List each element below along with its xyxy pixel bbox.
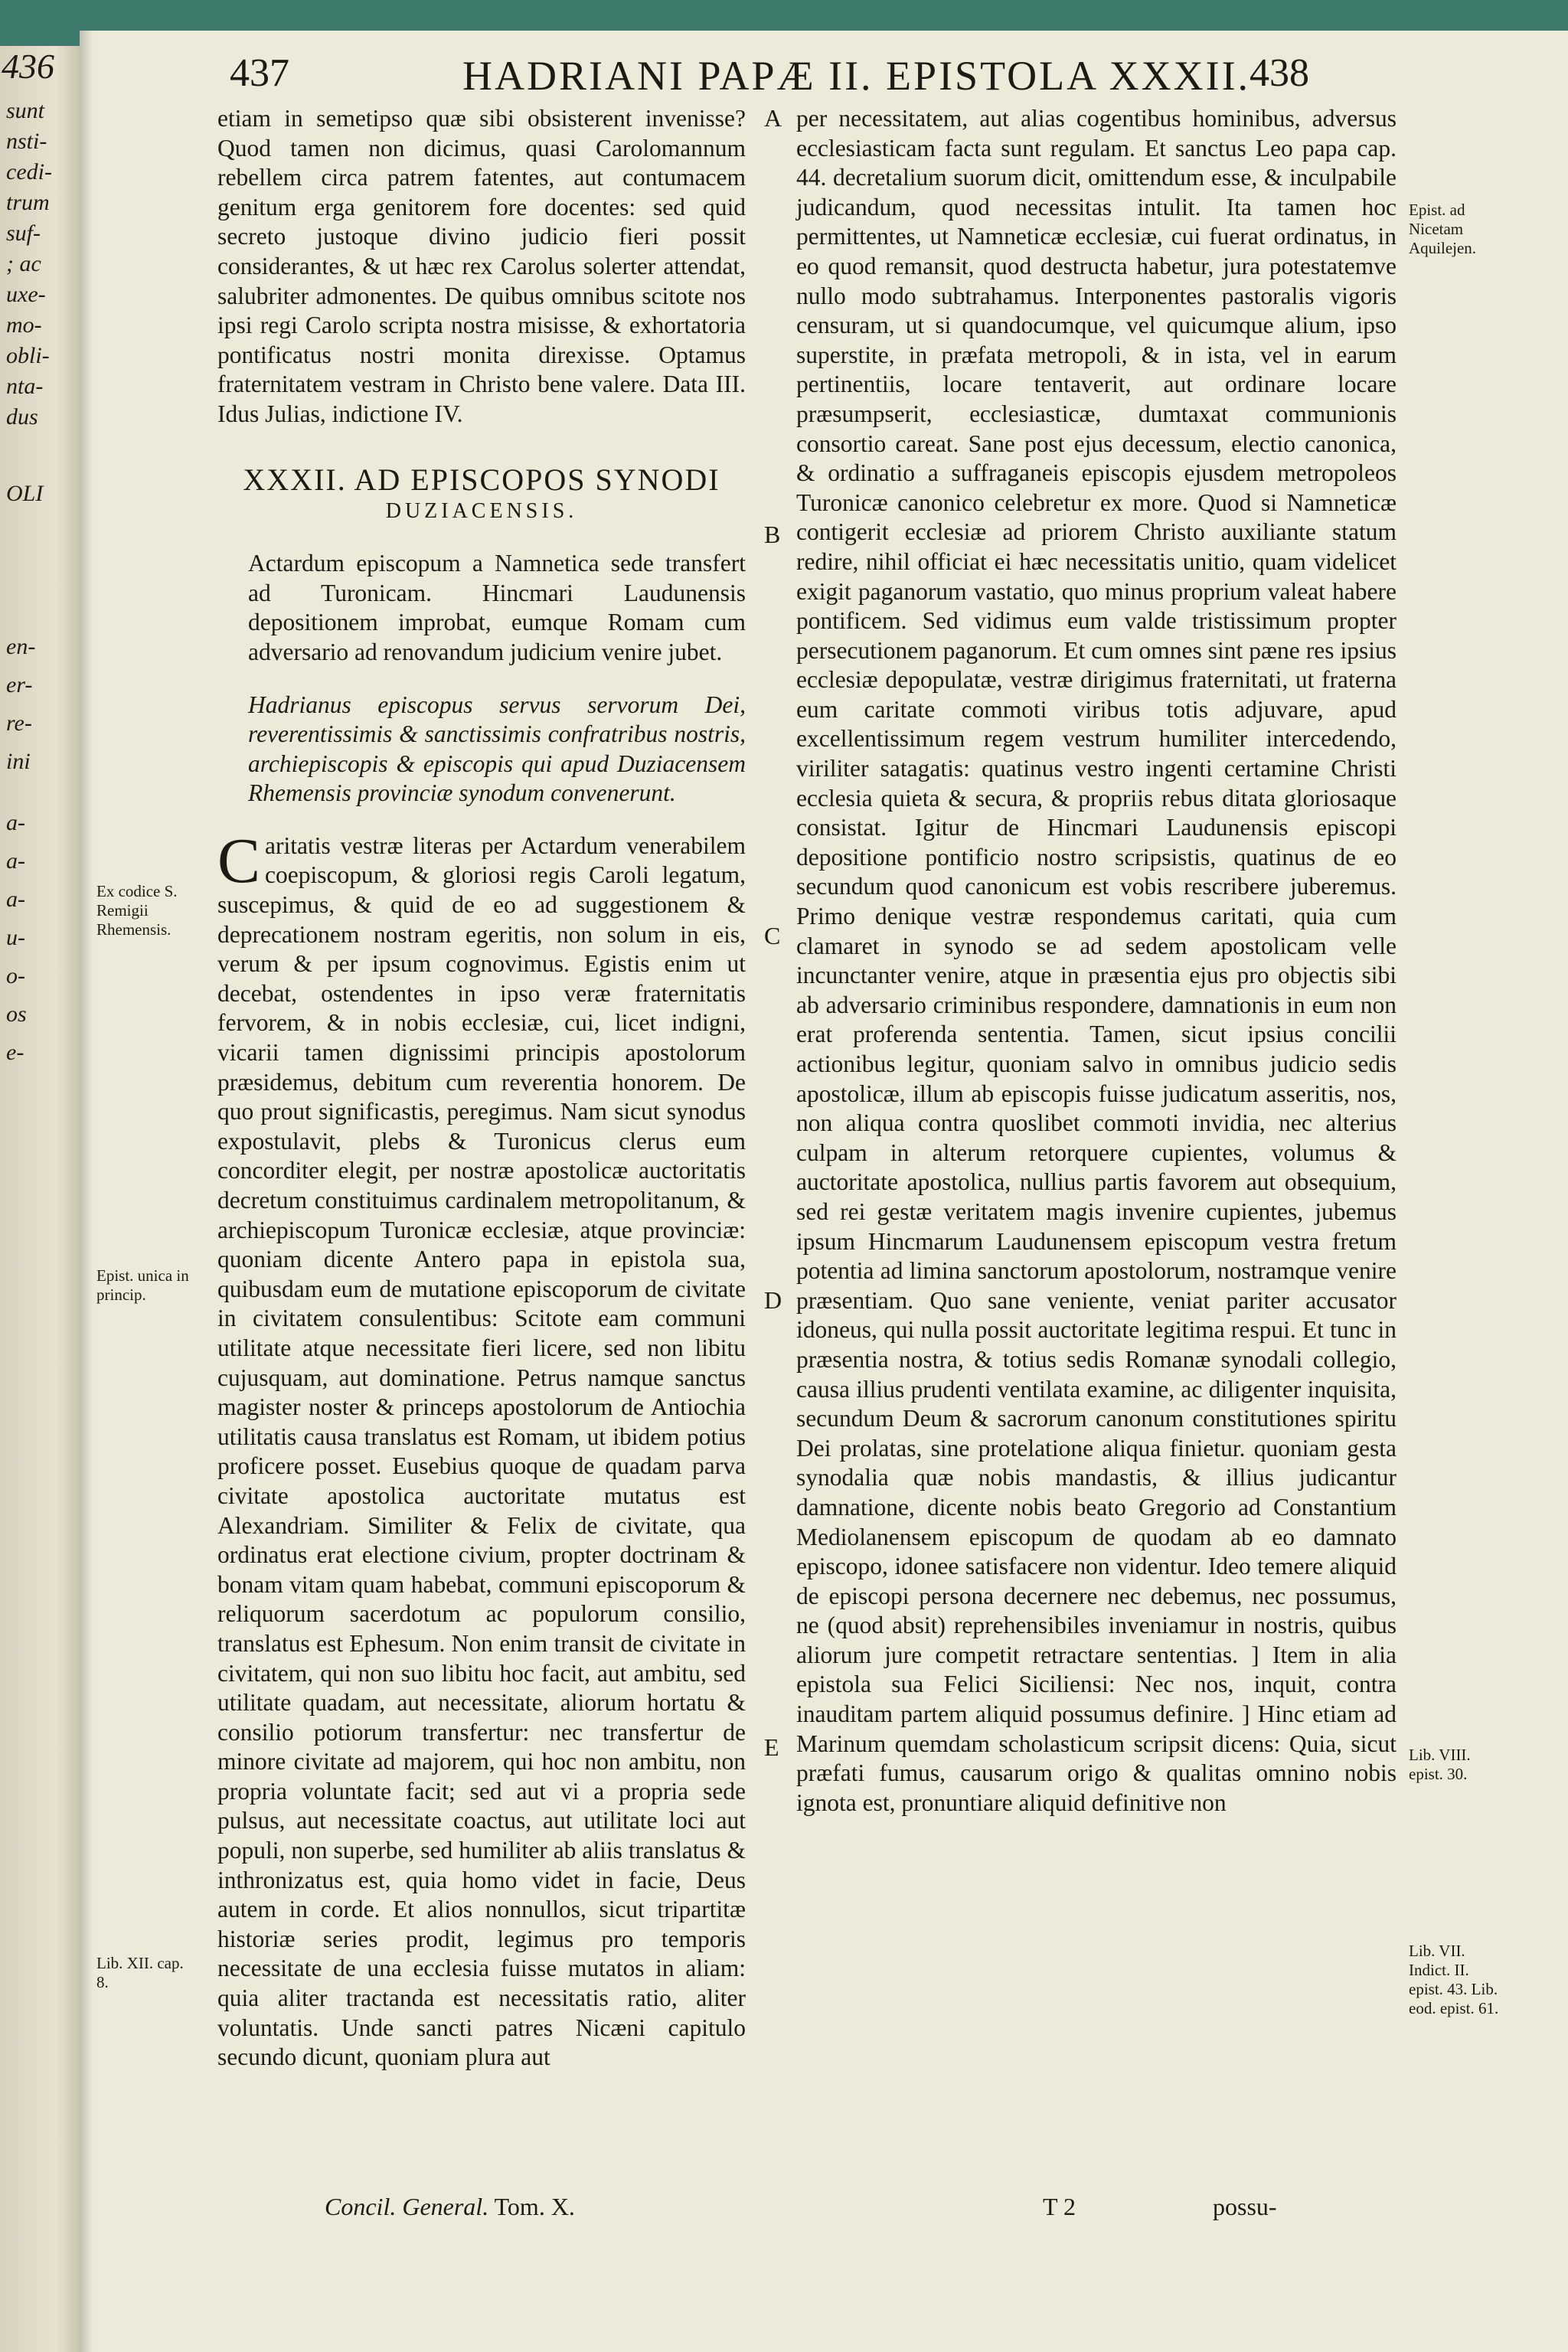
continuation-text: etiam in semetipso quæ sibi obsisterent invenisse? Quod tamen non dicimus, quasi Carolomannum rebellem circa patrem fatentes, aut contumacem genitum erga genitorem fore docentes: sed quid secreto justoque divino judicio fieri possit considerantes, & ut hæc rex Carolus solerter attendat, salubriter admonentes. De quibus omnibus scitote nos ipsi regi Carolo scripta nostra misisse, & exhortatoria pontificatus nostri monita direxisse. Optamus fraternitatem vestram in Christo bene valere. Data III. Idus Julias, indictione IV.: [217, 105, 746, 427]
previous-page-fragment: en-: [6, 634, 36, 659]
previous-page-fragment: os: [6, 1001, 27, 1027]
footer-left: [325, 2193, 575, 2221]
margin-note-lib-viii: Lib. VIII. epist. 30.: [1409, 1746, 1471, 1783]
previous-page-fragment: e-: [6, 1040, 24, 1065]
previous-page-fragment: OLI: [6, 481, 44, 506]
running-header: [80, 49, 1568, 110]
right-column: [796, 104, 1396, 1818]
drop-cap: C: [217, 825, 261, 897]
margin-note-book: Lib. XII. cap. 8.: [96, 1954, 184, 1991]
previous-page-fragment: cedi-: [6, 159, 52, 185]
right-column-text: per necessitatem, aut alias cogentibus hominibus, adversus ecclesiasticam facta sunt regulam. Et sanctus Leo papa cap. 44. decretalium suorum dicit, omittendum esse, & inculpabile judicandum, quod necessitas intulit. Ita tamen hoc permittentes, ut Namneticæ ecclesiæ, cui fuerat ordinatus, in eo quod remansit, quod destructa habetur, jura potestatemve nullo modo subtrahamus. Interponentes pastoralis vigoris censuram, ut si quandocumque, vel quicumque alium, ipso superstite, in præfata metropoli, & in ista, vel in earum pertinentiis, locare tentaverit, aut ordinare locare præsumpserit, ecclesiasticæ, dumtaxat communionis consortio careat. Sane post ejus decessum, electio canonica, & ordinatio a suffraganeis episcopis ejusdem metropoleos Turonicæ canonico celebretur ex more. Quod si Namneticæ contigerit ecclesiæ ad priorem Christo auxiliante statum redire, nihil officiat ei hæc necessitatis unitio, quam videlicet exigit paganorum vastatio, quo minus proprium valeat habere pontificem. Sed vidimus eum valde tristissimum propter persecutionem paganorum. Et cum omnes sint pæne res ipsius ecclesiæ depopulatæ, vestræ dirigimus fraternitati, ut fraterna eum caritate commoti viribus totis adjuvare, apud excellentissimum regem vestrum humiliter intercedendo, viriliter satagatis: quatinus vestro ingenti certamine Christi ecclesia quieta & secura, & propriis rebus ditata gloriosaque consistat. Igitur de Hincmari Laudunensis episcopi depositione pontificio nostro scripsistis, quatinus de eo secundum quod canonicum est vobis rescribere juberemus. Primo denique vestræ respondemus caritati, quia cum clamaret in synodo se ad sedem apostolicam velle incunctanter venire, atque in præsentia ejus pro objectis sibi ab adversario criminibus respondere, damnationis in eum non erat proferenda sententia. Tamen, sicut ipsius concilii actionibus legitur, quoniam salvo in omnibus judicio sedis apostolicæ, illum ab episcopis fuisse judicatum asseritis, nos, non aliqua contra quoslibet commoti invidia, nec alterius culpam in alterum retorquere cupientes, volumus & auctoritate apostolica, nullius partis favorem aut obsequium, sed rei gestæ veritatem magis invenire cupientes, jubemus ipsum Hincmarum Laudunensem episcopum vestra fretum potentia ad limina sanctorum apostolorum, nostramque venire præsentiam. Quo sane veniente, veniat pariter accusator idoneus, qui nulla possit auctoritate legitima respui. Et tunc in præsentia nostra, & totius sedis Romanæ synodali collegio, causa illius prudenti ventilata examine, ac diligenter inquisita, secundum Deum & sacrorum canonum constitutiones spiritu Dei prolatas, sine protelatione aliqua finietur. quoniam gesta synodalia quæ nobis mandastis, & illius judicantur damnatione, dicente nobis beato Gregorio ad Constantium Mediolanensem episcopum de quodam ab eo damnato episcopo, idonee satisfacere non videntur. Ideo temere aliquid de episcopi persona decernere nec debemus, nec possumus, ne (quod absit) reprehensibiles inveniamur in nostris, quibus aliorum jure competit retractare sententias. ] Item in alia epistola sua Felici Siciliensi: Nec nos, inquit, contra inauditam partem aliquid possumus definire. ] Hinc etiam ad Marinum quemdam scholasticum scripsit dicens: Quia, sicut præfati fumus, causarum origo & qualitas omnino nobis ignota est, pronuntiare aliquid definitive non: [796, 105, 1396, 1816]
previous-page-fragment: sunt: [6, 98, 45, 123]
section-letter-e: E: [764, 1733, 779, 1761]
previous-page-fragment: er-: [6, 672, 33, 697]
previous-page-fragment: o-: [6, 963, 25, 988]
previous-page-fragment: uxe-: [6, 282, 46, 307]
footer-volume: Tom. X.: [494, 2193, 575, 2220]
previous-page-fragment: obli-: [6, 343, 50, 368]
previous-page-fragment: a-: [6, 810, 25, 835]
epistle-argument: Actardum episcopum a Namnetica sede transfert ad Turonicam. Hincmari Laudunensis depositionem improbat, eumque Romam cum adversario ad renovandum judicium venire jubet.: [248, 550, 746, 665]
page-number-right: 438: [1250, 51, 1309, 95]
previous-page-fragment: suf-: [6, 220, 41, 246]
section-letter-a: A: [764, 104, 782, 132]
epistle-body-text: aritatis vestræ literas per Actardum venerabilem coepiscopum, & gloriosi regis Caroli legatum, suscepimus, & quid de eo ad suggestionem & deprecationem nostram egeritis, non solum in eis, verum & per ipsum cognovimus. Egistis enim ut decebat, ostendentes in ipso veræ fraternitatis fervorem, & in nobis ecclesiæ, cui, licet indigni, vicarii tamen dignissimi principis apostolorum præsidemus, debitum cum reverentia honorem. De quo prout significastis, peregimus. Nam sicut synodus expostulavit, plebs & Turonicus clerus eum concorditer elegit, per nostræ apostolicæ auctoritatis decretum constituimus cardinalem metropolitanum, & archiepiscopum Turonicæ ecclesiæ, atque provinciæ: quoniam dicente Antero papa in epistola sua, quibusdam eum de mutatione episcoporum de civitate in civitatem consulentibus: Scitote eam communi utilitate atque necessitate fieri licere, sed non libitu cujusquam, aut dominatione. Petrus namque sanctus magister noster & princeps apostolorum de Antiochia utilitatis causa translatus est Romam, ut ibidem potius proficere posset. Eusebius quoque de quadam parva civitate apostolica auctoritate mutatus est Alexandriam. Similiter & Felix de civitate, qua ordinatus erat electione civium, propter doctrinam & bonam vitam quam habebat, communi episcoporum & reliquorum sacerdotum ac populorum consilio, translatus est Ephesum. Non enim transit de civitate in civitatem, qui non suo libitu hoc facit, aut ambitu, sed utilitate quadam, aut necessitate, aliorum hortatu & consilio potiorum transfertur: nec transfertur de minore civitate ad majorem, qui hoc non ambitu, non propria voluntate facit; sed aut vi a propria sede pulsus, aut necessitate coactus, aut utilitate loci aut populi, non superbe, sed humiliter ab aliis translatus & inthronizatus est, quia homo videt in facie, Deus autem in corde. Et alios nonnullos, sicut tripartitæ historiæ series prodit, legimus pro temporis necessitate de una ecclesia fuisse mutatos in aliam: quia aliter tractanda est necessitatis ratio, aliter voluntatis. Unde sancti patres Nicæni capitulo secundo dicunt, quoniam plura aut: [217, 831, 746, 2071]
previous-page-edge: [0, 46, 80, 2352]
previous-page-fragment: nsti-: [6, 129, 47, 154]
left-column: [217, 104, 746, 2073]
epistle-heading: XXXII. AD EPISCOPOS SYNODI: [243, 462, 720, 497]
footer-catchword: possu-: [1213, 2193, 1277, 2220]
section-letter-d: D: [764, 1286, 782, 1314]
previous-page-fragment: u-: [6, 925, 25, 950]
previous-page-fragment: mo-: [6, 312, 42, 338]
previous-page-fragment: re-: [6, 710, 32, 736]
book-page: [80, 31, 1568, 2352]
footer-signature: T 2: [1043, 2193, 1076, 2220]
gutter-shadow: [80, 31, 93, 2352]
previous-page-fragment: nta-: [6, 374, 44, 399]
margin-note-epistle: Epist. unica in princip.: [96, 1266, 189, 1304]
margin-note-niceta: Epist. ad Nicetam Aquilejen.: [1409, 201, 1477, 257]
section-letter-b: B: [764, 521, 781, 548]
footer-series: Concil. General.: [325, 2193, 489, 2220]
epistle-address: Hadrianus episcopus servus servorum Dei, reverentissimis & sanctissimis confratribus nostris, archiepiscopis & episcopis qui apud Duziacensem Rhemensis provinciæ synodum convenerunt.: [248, 691, 746, 807]
previous-page-fragment: ; ac: [6, 251, 41, 276]
epistle-body-start: [217, 825, 746, 2073]
previous-page-fragment: ini: [6, 749, 31, 774]
previous-page-number: 436: [2, 47, 54, 86]
previous-page-fragment: dus: [6, 404, 38, 430]
previous-page-fragment: a-: [6, 848, 25, 874]
margin-note-lib-vii: Lib. VII. Indict. II. epist. 43. Lib. eod. epist. 61.: [1409, 1942, 1499, 2017]
margin-note-source: Ex codice S. Remigii Rhemensis.: [96, 882, 178, 939]
epistle-subheading: DUZIACENSIS.: [385, 498, 578, 523]
previous-page-fragment: trum: [6, 190, 50, 215]
previous-page-fragment: a-: [6, 887, 25, 912]
running-title: HADRIANI PAPÆ II. EPISTOLA XXXII.: [462, 53, 1251, 99]
section-letter-c: C: [764, 922, 781, 949]
page-number-left: 437: [230, 51, 289, 95]
